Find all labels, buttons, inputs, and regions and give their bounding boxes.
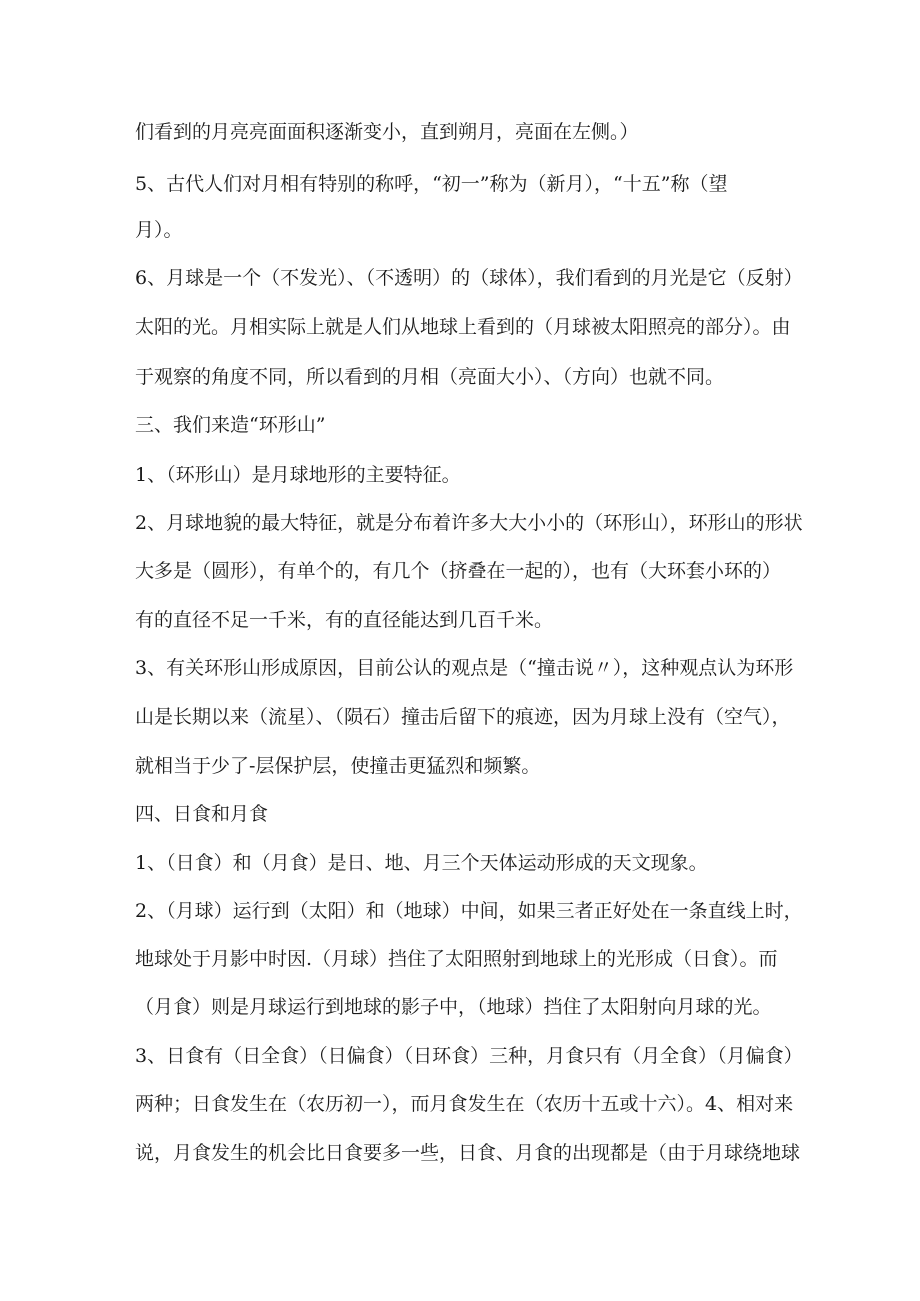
text-line: 们看到的月亮亮面面积逐渐变小，直到朔月，亮面在左侧。） <box>135 121 639 143</box>
text-line: 于观察的角度不同，所以看到的月相（亮面大小）、（方向）也就不同。 <box>135 366 725 388</box>
section-heading: 四、日食和月食 <box>135 803 269 825</box>
text-line: 2、（月球）运行到（太阳）和（地球）中间，如果三者正好处在一条直线上时， <box>135 900 803 922</box>
text-line: 1、（环形山）是月球地形的主要特征。 <box>135 464 461 486</box>
text-line: 5、古代人们对月相有特别的称呼，“初一”称为（新月），“十五”称（望 <box>135 173 728 195</box>
text-line: （月食）则是月球运行到地球的影子中，（地球）挡住了太阳射向月球的光。 <box>135 996 772 1018</box>
text-line: 山是长期以来（流星）、（陨石）撞击后留下的痕迹，因为月球上没有（空气）， <box>135 706 791 728</box>
text-line: 3、有关环形山形成原因，目前公认的观点是（“撞击说〃），这种观点认为环形 <box>135 657 794 679</box>
section-heading: 三、我们来造“环形山” <box>135 414 326 436</box>
text-line: 3、日食有（日全食）（日偏食）（日环食）三种，月食只有（月全食）（月偏食） <box>135 1045 803 1067</box>
text-line: 说，月食发生的机会比日食要多一些，日食、月食的出现都是（由于月球绕地球 <box>135 1142 801 1164</box>
text-line: 月）。 <box>135 219 183 241</box>
text-line: 两种；日食发生在（农历初一），而月食发生在（农历十五或十六）。4、相对来 <box>135 1093 794 1115</box>
text-line: 有的直径不足一千米，有的直径能达到几百千米。 <box>135 609 554 631</box>
text-line: 大多是（圆形），有单个的，有几个（挤叠在一起的），也有（大环套小环的） <box>135 560 782 582</box>
text-line: 6、月球是一个（不发光）、（不透明）的（球体），我们看到的月光是它（反射） <box>135 267 803 289</box>
text-line: 太阳的光。月相实际上就是人们从地球上看到的（月球被太阳照亮的部分）。由 <box>135 316 791 338</box>
text-line: 1、（日食）和（月食）是日、地、月三个天体运动形成的天文现象。 <box>135 852 708 874</box>
text-line: 就相当于少了-层保护层，使撞击更猛烈和频繁。 <box>135 755 541 777</box>
text-line: 地球处于月影中时因.（月球）挡住了太阳照射到地球上的光形成（日食）。而 <box>135 948 778 970</box>
text-line: 2、月球地貌的最大特征，就是分布着许多大大小小的（环形山），环形山的形状 <box>135 512 803 534</box>
